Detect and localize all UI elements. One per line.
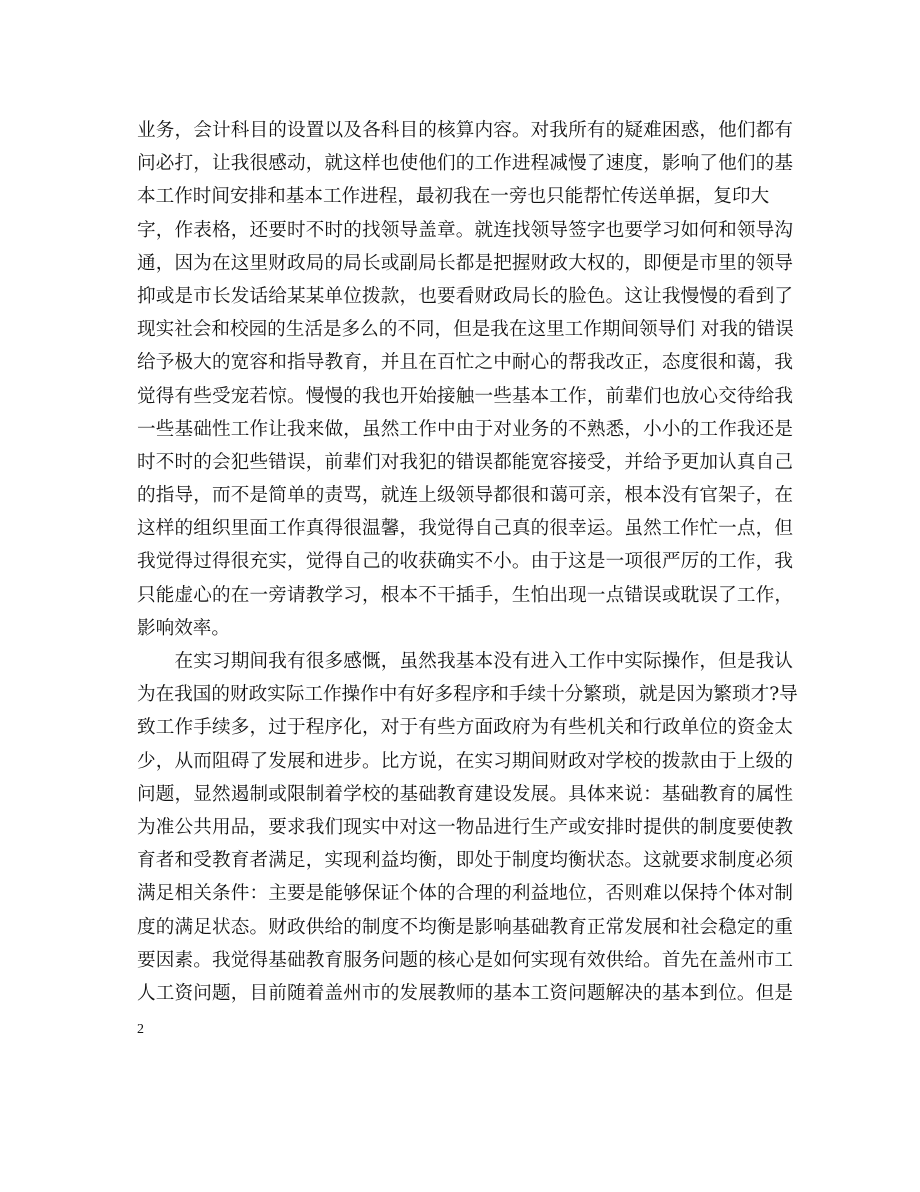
text-line: 影响效率。 [137,617,230,639]
text-line: 育者和受教育者满足，实现利益均衡，即处于制度均衡状态。这就要求制度必须 [137,850,793,872]
text-line: 问必打，让我很感动，就这样也使他们的工作进程减慢了速度，影响了他们的基 [137,153,793,175]
text-line: 业务，会计科目的设置以及各科目的核算内容。对我所有的疑难困惑，他们都有 [137,120,793,141]
text-line: 要因素。我觉得基础教育服务问题的核心是如何实现有效供给。首先在盖州市工 [137,949,793,971]
text-line: 时不时的会犯些错误，前辈们对我犯的错误都能宽容接受，并给予更加认真自己 [137,451,793,473]
text-line: 的指导，而不是简单的责骂，就连上级领导都很和蔼可亲，根本没有官架子，在 [137,485,793,507]
text-line: 满足相关条件：主要是能够保证个体的合理的利益地位，否则难以保持个体对制 [137,883,793,905]
text-line: 现实社会和校园的生活是多么的不同，但是我在这里工作期间领导们 对我的错误 [137,319,794,341]
text-line: 我觉得过得很充实，觉得自己的收获确实不小。由于这是一项很严厉的工作，我 [137,551,793,573]
text-line: 为在我国的财政实际工作操作中有好多程序和手续十分繁琐，就是因为繁琐才?导 [137,684,798,706]
text-line: 为准公共用品，要求我们现实中对这一物品进行生产或安排时提供的制度要使教 [137,816,793,838]
text-line: 给予极大的宽容和指导教育，并且在百忙之中耐心的帮我改正，态度很和蔼，我 [137,352,793,374]
text-line: 本工作时间安排和基本工作进程，最初我在一旁也只能帮忙传送单据，复印大 [137,186,770,208]
text-line: 只能虚心的在一旁请教学习，根本不干插手，生怕出现一点错误或耽误了工作， [137,584,793,606]
text-line: 一些基础性工作让我来做，虽然工作中由于对业务的不熟悉，小小的工作我还是 [137,418,793,440]
text-line: 觉得有些受宠若惊。慢慢的我也开始接触一些基本工作，前辈们也放心交待给我 [137,385,793,407]
text-line: 字，作表格，还要时不时的找领导盖章。就连找领导签字也要学习如何和领导沟 [137,219,793,241]
text-line: 抑或是市长发话给某某单位拨款，也要看财政局长的脸色。这让我慢慢的看到了 [137,285,793,307]
text-line: 致工作手续多，过于程序化，对于有些方面政府为有些机关和行政单位的资金太 [137,717,793,739]
text-line: 人工资问题，目前随着盖州市的发展教师的基本工资问题解决的基本到位。但是 [137,982,793,1004]
document-body [137,114,798,1010]
text-line: 度的满足状态。财政供给的制度不均衡是影响基础教育正常发展和社会稳定的重 [137,916,793,938]
text-line: 在实习期间我有很多感慨，虽然我基本没有进入工作中实际操作，但是我认 [137,651,793,672]
text-line: 这样的组织里面工作真得很温馨，我觉得自己真的很幸运。虽然工作忙一点，但 [137,518,793,540]
text-line: 少，从而阻碍了发展和进步。比方说，在实习期间财政对学校的拨款由于上级的 [137,750,793,772]
text-line: 通，因为在这里财政局的局长或副局长都是把握财政大权的，即便是市里的领导 [137,252,793,274]
text-line: 问题，显然遏制或限制着学校的基础教育建设发展。具体来说：基础教育的属性 [137,783,793,805]
page-number: 2 [137,1022,144,1037]
